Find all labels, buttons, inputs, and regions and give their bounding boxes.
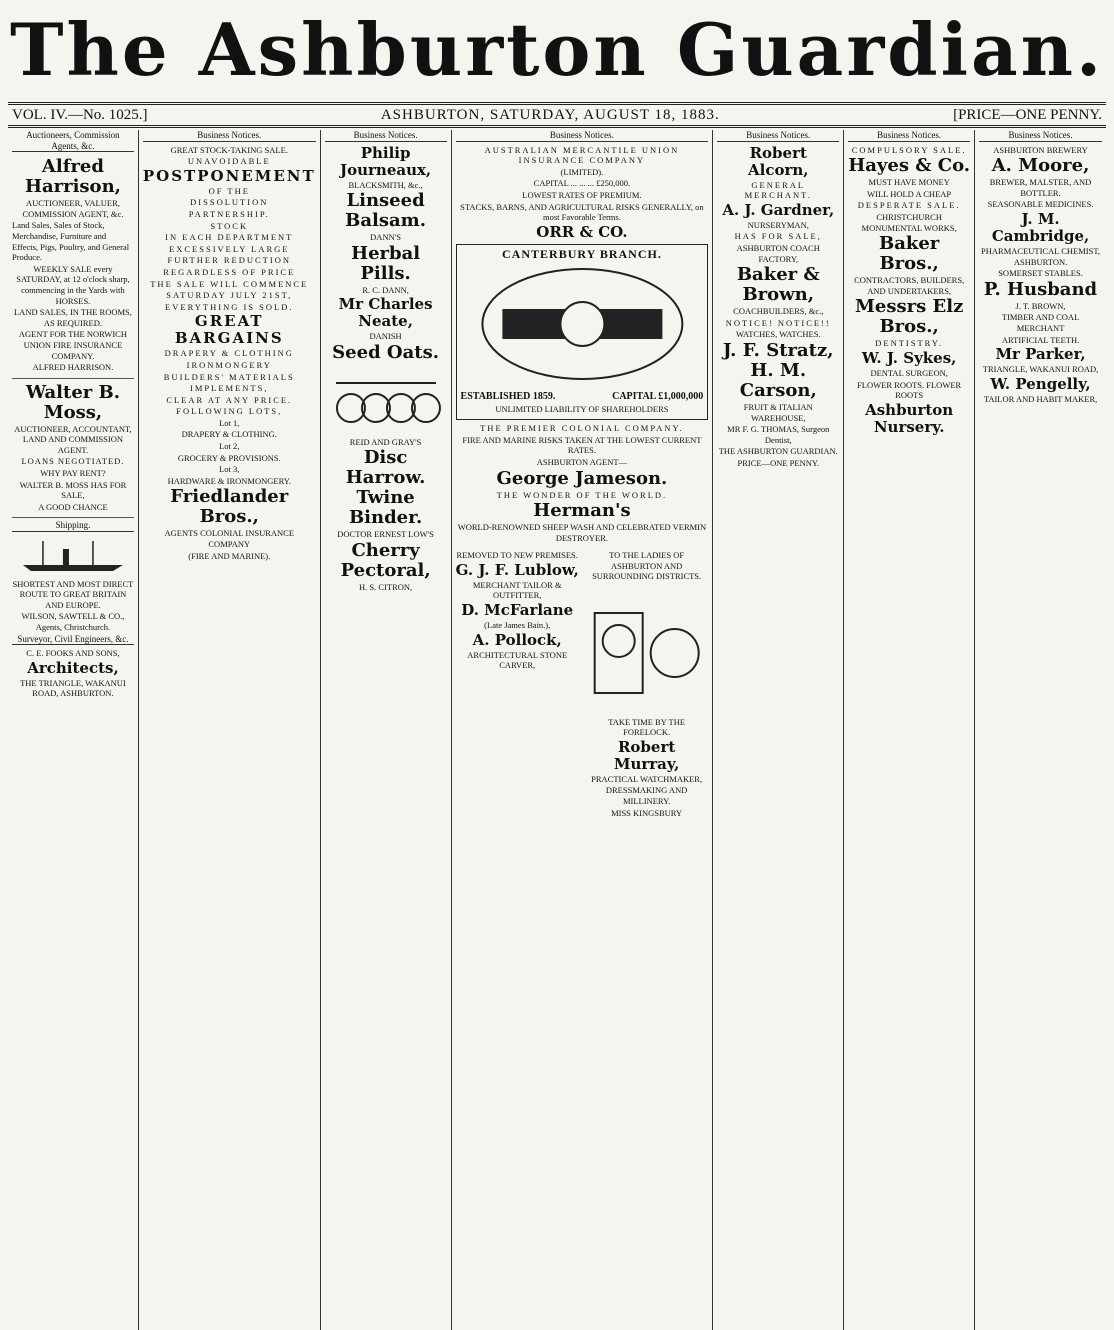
advertiser-name: Friedlander Bros.,	[170, 486, 289, 528]
ad-heading: ASHBURTON BREWERY	[993, 144, 1088, 155]
ad-line: STACKS, BARNS, AND AGRICULTURAL RISKS GENERALLY, on most Favorable Terms.	[460, 201, 704, 223]
ad-heading: DRESSMAKING AND MILLINERY.	[605, 785, 688, 807]
ad-line: IN EACH DEPARTMENT	[165, 232, 294, 243]
advertiser-name: Hayes & Co.	[848, 155, 971, 177]
ad-line: REID AND GRAY'S	[349, 436, 422, 447]
product-name: Disc Harrow.	[345, 447, 426, 489]
ad-line: REGARDLESS OF PRICE	[163, 266, 296, 277]
ad-subtitle: BREWER, MALSTER, AND BOTTLER.	[989, 177, 1092, 198]
ad-subtitle: COACHBUILDERS, &c.,	[733, 306, 824, 317]
advertiser-name: Alfred Harrison,	[24, 156, 121, 198]
advertiser-name: A. J. Gardner,	[722, 200, 835, 219]
ad-address: THE TRIANGLE, WAKANUI ROAD, ASHBURTON.	[20, 677, 126, 699]
ad-heading: A GOOD CHANCE	[38, 501, 108, 512]
insurance-company-emblem	[461, 259, 704, 389]
ad-heading: LOANS NEGOTIATED.	[21, 456, 125, 467]
column-4-5	[452, 130, 714, 1330]
ad-line: FOLLOWING LOTS,	[176, 406, 283, 417]
advertiser-name: Mr Charles Neate,	[338, 295, 433, 331]
ad-moss	[12, 381, 134, 519]
ad-body: WEEKLY SALE every SATURDAY, at 12 o'clock sharp, commencing in the Yards with HORSES.	[16, 263, 130, 306]
column-heading: Business Notices.	[979, 130, 1102, 142]
ad-line: FURTHER REDUCTION	[167, 255, 291, 266]
ad-line: MUST HAVE MONEY	[868, 177, 950, 188]
ad-line: DANISH	[369, 331, 402, 342]
column-3	[321, 130, 452, 1330]
price: [PRICE—ONE PENNY.	[953, 106, 1102, 123]
capital: CAPITAL £1,000,000	[612, 390, 704, 402]
ad-heading: TO THE LADIES OF ASHBURTON AND SURROUNDING DISTRICTS.	[592, 550, 702, 582]
ad-line: FIRE AND MARINE RISKS TAKEN AT THE LOWEST CURRENT RATES.	[462, 434, 702, 456]
ad-subtitle: (Late James Bain.),	[484, 620, 551, 631]
ad-body: Land Sales, Sales of Stock, Merchandise, Furniture and Effects, Pigs, Poultry, and General Produce.	[12, 220, 130, 263]
column-6	[713, 130, 844, 1330]
ad-heading: NOTICE! NOTICE!!	[725, 317, 831, 328]
ad-line: DRAPERY & CLOTHING	[164, 348, 294, 359]
ad-heading: GREAT STOCK-TAKING SALE.	[170, 144, 288, 155]
ad-heading: WALTER B. MOSS HAS FOR SALE,	[19, 479, 127, 501]
ad-line: PARTNERSHIP.	[188, 208, 270, 219]
ad-heading: SHORTEST AND MOST DIRECT ROUTE TO GREAT BRITAIN AND EUROPE.	[12, 578, 134, 610]
advertiser-name: Robert Alcorn,	[748, 143, 809, 179]
advertiser-name: G. J. F. Lublow,	[455, 560, 579, 579]
volume-number: VOL. IV.—No. 1025.]	[12, 106, 148, 123]
ad-body: AGENT FOR THE NORWICH UNION FIRE INSURANCE COMPANY.	[18, 329, 127, 361]
ad-body: LAND SALES, IN THE ROOMS, AS REQUIRED.	[13, 307, 132, 328]
ad-line: WILL HOLD A CHEAP	[867, 188, 952, 199]
advertiser-name: Mr Parker,	[995, 345, 1086, 364]
column-8	[975, 130, 1106, 1330]
steamship-illustration	[12, 535, 134, 575]
ad-subtitle: MERCHANT TAILOR & OUTFITTER,	[472, 579, 562, 601]
ad-heading: REMOVED TO NEW PREMISES.	[456, 550, 578, 561]
ad-heading: WATCHES, WATCHES.	[735, 329, 821, 340]
ad-subtitle: TRIANGLE, WAKANUI ROAD,	[982, 364, 1099, 375]
ad-heading: WHY PAY RENT?	[40, 468, 106, 479]
ad-heading: AUSTRALIAN MERCANTILE UNION INSURANCE COMPANY	[484, 144, 680, 166]
ad-heading: SEASONABLE MEDICINES.	[987, 199, 1094, 210]
ad-subtitle: PRACTICAL WATCHMAKER,	[591, 773, 703, 784]
disc-harrow-illustration	[325, 363, 447, 433]
ad-harrison	[12, 155, 134, 379]
product-name: Seed Oats.	[332, 341, 439, 363]
column-heading: Auctioneers, Commission Agents, &c.	[12, 130, 134, 152]
ad-line: Lot 3,	[219, 464, 240, 475]
advertiser-name: ORR & CO.	[536, 222, 628, 241]
advertiser-name: MISS KINGSBURY	[611, 807, 683, 818]
insurance-banner	[456, 244, 709, 420]
established: ESTABLISHED 1859.	[460, 390, 556, 402]
ad-line: DANN'S	[370, 232, 401, 243]
advertiser-name: Baker & Brown,	[736, 264, 820, 306]
ad-line: CAPITAL ... ... ... £250,000.	[533, 178, 631, 189]
ad-heading: DENTISTRY.	[875, 338, 944, 349]
ad-line: DOCTOR ERNEST LOW'S	[337, 529, 434, 540]
column-heading: Business Notices.	[325, 130, 447, 142]
advertiser-name: J. F. Stratz,	[723, 339, 834, 361]
ad-line: HARDWARE & IRONMONGERY.	[167, 475, 291, 486]
columns	[8, 130, 1106, 1330]
product-name: Cherry Pectoral,	[340, 539, 431, 581]
ad-line: IMPLEMENTS,	[190, 383, 269, 394]
ad-heading: COMPULSORY SALE.	[851, 144, 967, 155]
column-heading: Business Notices.	[848, 130, 970, 142]
ad-heading: TAKE TIME BY THE FORELOCK.	[608, 716, 686, 738]
advertiser-name: A. Pollock,	[472, 630, 562, 649]
advertiser-name: H. M. Carson,	[739, 359, 817, 401]
ad-subtitle: TIMBER AND COAL MERCHANT	[1001, 312, 1080, 333]
ad-line: UNAVOIDABLE	[187, 156, 271, 167]
ad-subtitle: (FIRE AND MARINE).	[188, 550, 271, 561]
advertiser-name: Baker Bros.,	[879, 233, 940, 275]
product-name: Twine Binder.	[348, 487, 423, 529]
ad-line: POSTPONEMENT	[142, 166, 316, 185]
ad-line: OF THE	[208, 185, 250, 196]
ad-line: BUILDERS' MATERIALS	[163, 371, 295, 382]
ad-line: UNLIMITED LIABILITY OF SHAREHOLDERS	[495, 403, 669, 414]
column-heading: Business Notices.	[717, 130, 839, 142]
ad-line: THE PREMIER COLONIAL COMPANY.	[480, 423, 684, 434]
advertiser-name: Walter B. Moss,	[25, 381, 121, 423]
ad-line: DESPERATE SALE.	[857, 200, 961, 211]
ad-heading: ASHBURTON COACH FACTORY,	[736, 242, 820, 264]
ad-signature: ALFRED HARRISON.	[32, 362, 114, 373]
advertiser-name: J. M. Cambridge,	[991, 209, 1090, 245]
issue-info-bar	[8, 102, 1106, 128]
ad-subtitle: AUCTIONEER, ACCOUNTANT, LAND AND COMMISSION AGENT.	[14, 423, 132, 455]
advertiser-name: A. Moore,	[991, 155, 1090, 177]
ad-line: EXCESSIVELY LARGE	[169, 243, 290, 254]
advertiser-name: D. McFarlane	[461, 601, 574, 620]
ad-signature: R. C. DANN,	[362, 284, 409, 295]
ad-subtitle: BLACKSMITH, &c.,	[348, 179, 423, 190]
ad-heading: CHRISTCHURCH MONUMENTAL WORKS,	[861, 211, 957, 233]
ad-line: SATURDAY JULY 21ST,	[166, 290, 293, 301]
product-name: Herman's	[533, 500, 631, 522]
section-heading: Surveyor, Civil Engineers, &c.	[12, 634, 134, 646]
masthead-title: The Ashburton Guardian.	[9, 7, 1105, 92]
column-1	[8, 130, 139, 1330]
column-2	[139, 130, 321, 1330]
section-heading: Shipping.	[12, 520, 134, 532]
ad-line: GROCERY & PROVISIONS.	[177, 452, 281, 463]
advertiser-name: Ashburton Nursery.	[865, 400, 954, 436]
ad-subtitle: DENTAL SURGEON,	[870, 367, 948, 378]
ad-line: MR F. G. THOMAS, Surgeon Dentist,	[727, 424, 830, 445]
advertiser-name: Philip Journeaux,	[340, 143, 432, 179]
ad-line: IRONMONGERY	[186, 359, 272, 370]
product-name: Herbal Pills.	[351, 242, 421, 284]
advertiser-name: Robert Murray,	[613, 737, 680, 773]
ad-subtitle: TAILOR AND HABIT MAKER,	[983, 393, 1098, 404]
column-heading: Business Notices.	[456, 130, 709, 142]
ad-line: ASHBURTON AGENT—	[536, 456, 628, 467]
advertiser-name: J. T. BROWN,	[1015, 300, 1066, 311]
sub-column-right	[585, 549, 708, 819]
product-name: Linseed Balsam.	[345, 190, 426, 232]
ad-heading: ARTIFICIAL TEETH.	[1001, 334, 1080, 345]
advertiser-name: George Jameson.	[496, 467, 668, 489]
sub-columns	[456, 549, 709, 819]
ad-line: Lot 2,	[219, 441, 240, 452]
ad-subtitle: GENERAL MERCHANT.	[744, 179, 812, 201]
ad-line: DRAPERY & CLOTHING.	[181, 429, 277, 440]
dateline: ASHBURTON, SATURDAY, AUGUST 18, 1883.	[380, 106, 720, 123]
ad-line: (LIMITED).	[560, 166, 604, 177]
ad-line: GREAT BARGAINS	[174, 312, 284, 348]
ad-subtitle: FRUIT & ITALIAN WAREHOUSE,	[743, 401, 813, 423]
ad-heading: SOMERSET STABLES.	[998, 268, 1083, 279]
column-7	[844, 130, 975, 1330]
advertiser-name: C. E. FOOKS AND SONS,	[26, 648, 120, 659]
ad-heading: FLOWER ROOTS. FLOWER ROOTS	[857, 379, 962, 401]
ad-line: Lot 1,	[219, 417, 240, 428]
ad-line: PRICE—ONE PENNY.	[737, 457, 820, 468]
clock-and-watch-illustration	[585, 583, 708, 713]
ad-line: EVERYTHING IS SOLD.	[165, 301, 294, 312]
advertiser-name: Messrs Elz Bros.,	[854, 296, 964, 338]
ad-line: CLEAR AT ANY PRICE.	[166, 394, 293, 405]
advertiser-name: W. Pengelly,	[990, 374, 1091, 393]
ad-signature: H. S. CITRON,	[359, 581, 413, 592]
banner-footer	[461, 392, 704, 403]
ad-heading: THE ASHBURTON GUARDIAN.	[718, 446, 838, 457]
advertiser-name: P. Husband	[983, 278, 1098, 300]
ad-subtitle: CONTRACTORS, BUILDERS, AND UNDERTAKERS,	[854, 275, 965, 296]
ad-line: DISSOLUTION	[190, 197, 269, 208]
ad-subtitle: AUCTIONEER, VALUER, COMMISSION AGENT, &c.	[22, 198, 124, 219]
sub-column-left	[456, 549, 579, 819]
column-heading: Business Notices.	[143, 130, 316, 142]
ad-subtitle: NURSERYMAN,	[747, 219, 809, 230]
ad-subtitle: AGENTS COLONIAL INSURANCE COMPANY	[164, 528, 295, 550]
banner-title: CANTERBURY BRANCH.	[502, 246, 662, 261]
ad-line: WORLD-RENOWNED SHEEP WASH AND CELEBRATED VERMIN DESTROYER.	[457, 522, 707, 543]
ad-line: STOCK	[210, 220, 249, 231]
ad-subtitle: ARCHITECTURAL STONE CARVER,	[467, 649, 568, 671]
ad-line: THE SALE WILL COMMENCE	[150, 278, 309, 289]
ad-subtitle: PHARMACEUTICAL CHEMIST, ASHBURTON.	[981, 245, 1101, 267]
ad-line: THE WONDER OF THE WORLD.	[496, 489, 668, 500]
advertiser-name: W. J. Sykes,	[861, 348, 957, 367]
ad-line: HAS FOR SALE,	[734, 231, 822, 242]
advertiser-name: Architects,	[27, 658, 119, 677]
ad-signature: WILSON, SAWTELL & CO., Agents, Christchurch.	[21, 611, 125, 632]
ad-line: LOWEST RATES OF PREMIUM.	[522, 189, 642, 200]
